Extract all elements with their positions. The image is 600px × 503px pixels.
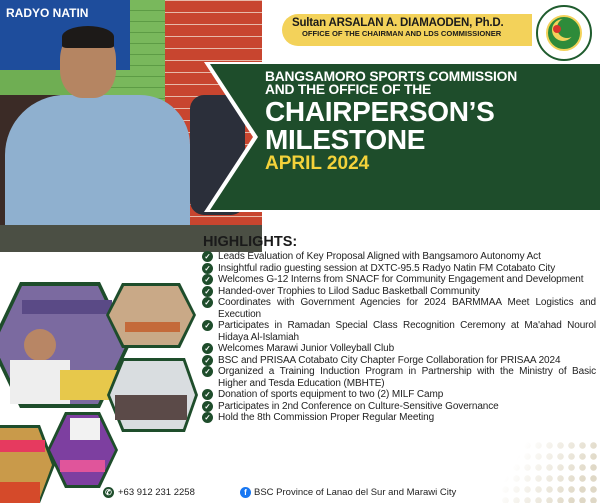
highlight-text: Organized a Training Induction Program in Partnership with the Ministry of Basic Higher and Tesda Education (MBHTE) [218, 366, 596, 389]
highlight-item [202, 297, 596, 320]
header-name-banner [282, 14, 532, 46]
check-icon: ✓ [202, 320, 213, 331]
banner-text: RADYO NATIN [6, 6, 89, 20]
highlight-text: Welcomes Marawi Junior Volleyball Club [218, 343, 395, 354]
highlights-list [202, 251, 596, 424]
check-icon: ✓ [202, 401, 213, 412]
title-line-1: BANGSAMORO SPORTS COMMISSION [265, 69, 517, 84]
title-line-4: MILESTONE [265, 124, 426, 155]
title-line-2: AND THE OFFICE OF THE [265, 82, 431, 97]
highlight-item [202, 251, 596, 263]
highlight-text: Welcomes G-12 Interns from SNACF for Community Engagement and Development [218, 274, 584, 285]
highlight-item [202, 412, 596, 424]
check-icon: ✓ [202, 343, 213, 354]
highlights-title: HIGHLIGHTS: [203, 234, 298, 250]
phone-icon: ✆ [103, 487, 114, 498]
check-icon: ✓ [202, 286, 213, 297]
bangsamoro-sports-commission-logo [536, 5, 592, 61]
title-date: APRIL 2024 [265, 153, 370, 174]
footer-phone [103, 487, 195, 498]
check-icon: ✓ [202, 389, 213, 400]
highlight-text: Participates in Ramadan Special Class Recognition Ceremony at Ma'ahad Nourol Hidaya Al-Islamiah [218, 320, 596, 343]
check-icon: ✓ [202, 274, 213, 285]
highlight-text: Participates in 2nd Conference on Culture-Sensitive Governance [218, 400, 499, 412]
highlights-section [202, 234, 596, 424]
highlight-text: Hold the 8th Commission Proper Regular Meeting [218, 412, 435, 423]
title-block [265, 70, 517, 174]
official-name: Sultan ARSALAN A. DIAMAODEN, Ph.D. [292, 17, 504, 29]
phone-number: +63 912 231 2258 [118, 487, 195, 498]
highlight-item [202, 274, 596, 286]
official-office: OFFICE OF THE CHAIRMAN AND LDS COMMISSIONER [302, 29, 502, 38]
collage-photo-meeting [109, 286, 193, 345]
check-icon: ✓ [202, 355, 213, 366]
title-line-3: CHAIRPERSON’S [265, 96, 495, 127]
highlight-text: Donation of sports equipment to two (2) MILF Camp [218, 389, 444, 400]
highlight-item [202, 355, 596, 367]
highlight-item [202, 389, 596, 401]
footer-facebook [240, 487, 456, 498]
check-icon: ✓ [202, 263, 213, 274]
check-icon: ✓ [202, 366, 213, 377]
highlight-text: Insightful radio guesting session at DXTC-95.5 Radyo Natin FM Cotabato City [218, 262, 556, 274]
highlight-item [202, 320, 596, 343]
highlight-item [202, 401, 596, 413]
highlight-item [202, 366, 596, 389]
highlight-item [202, 286, 596, 298]
highlight-item [202, 263, 596, 275]
highlight-item [202, 343, 596, 355]
check-icon: ✓ [202, 251, 213, 262]
highlight-text: Leads Evaluation of Key Proposal Aligned with Bangsamoro Autonomy Act [218, 251, 541, 262]
facebook-icon: f [240, 487, 251, 498]
check-icon: ✓ [202, 297, 213, 308]
highlight-text: Coordinates with Government Agencies for 2024 BARMMAA Meet Logistics and Execution [218, 297, 596, 320]
highlight-text: BSC and PRISAA Cotabato City Chapter Forge Collaboration for PRISAA 2024 [218, 354, 561, 366]
highlight-text: Handed-over Trophies to Lilod Saduc Basketball Community [218, 285, 480, 297]
facebook-page: BSC Province of Lanao del Sur and Marawi City [254, 487, 457, 498]
check-icon: ✓ [202, 412, 213, 423]
